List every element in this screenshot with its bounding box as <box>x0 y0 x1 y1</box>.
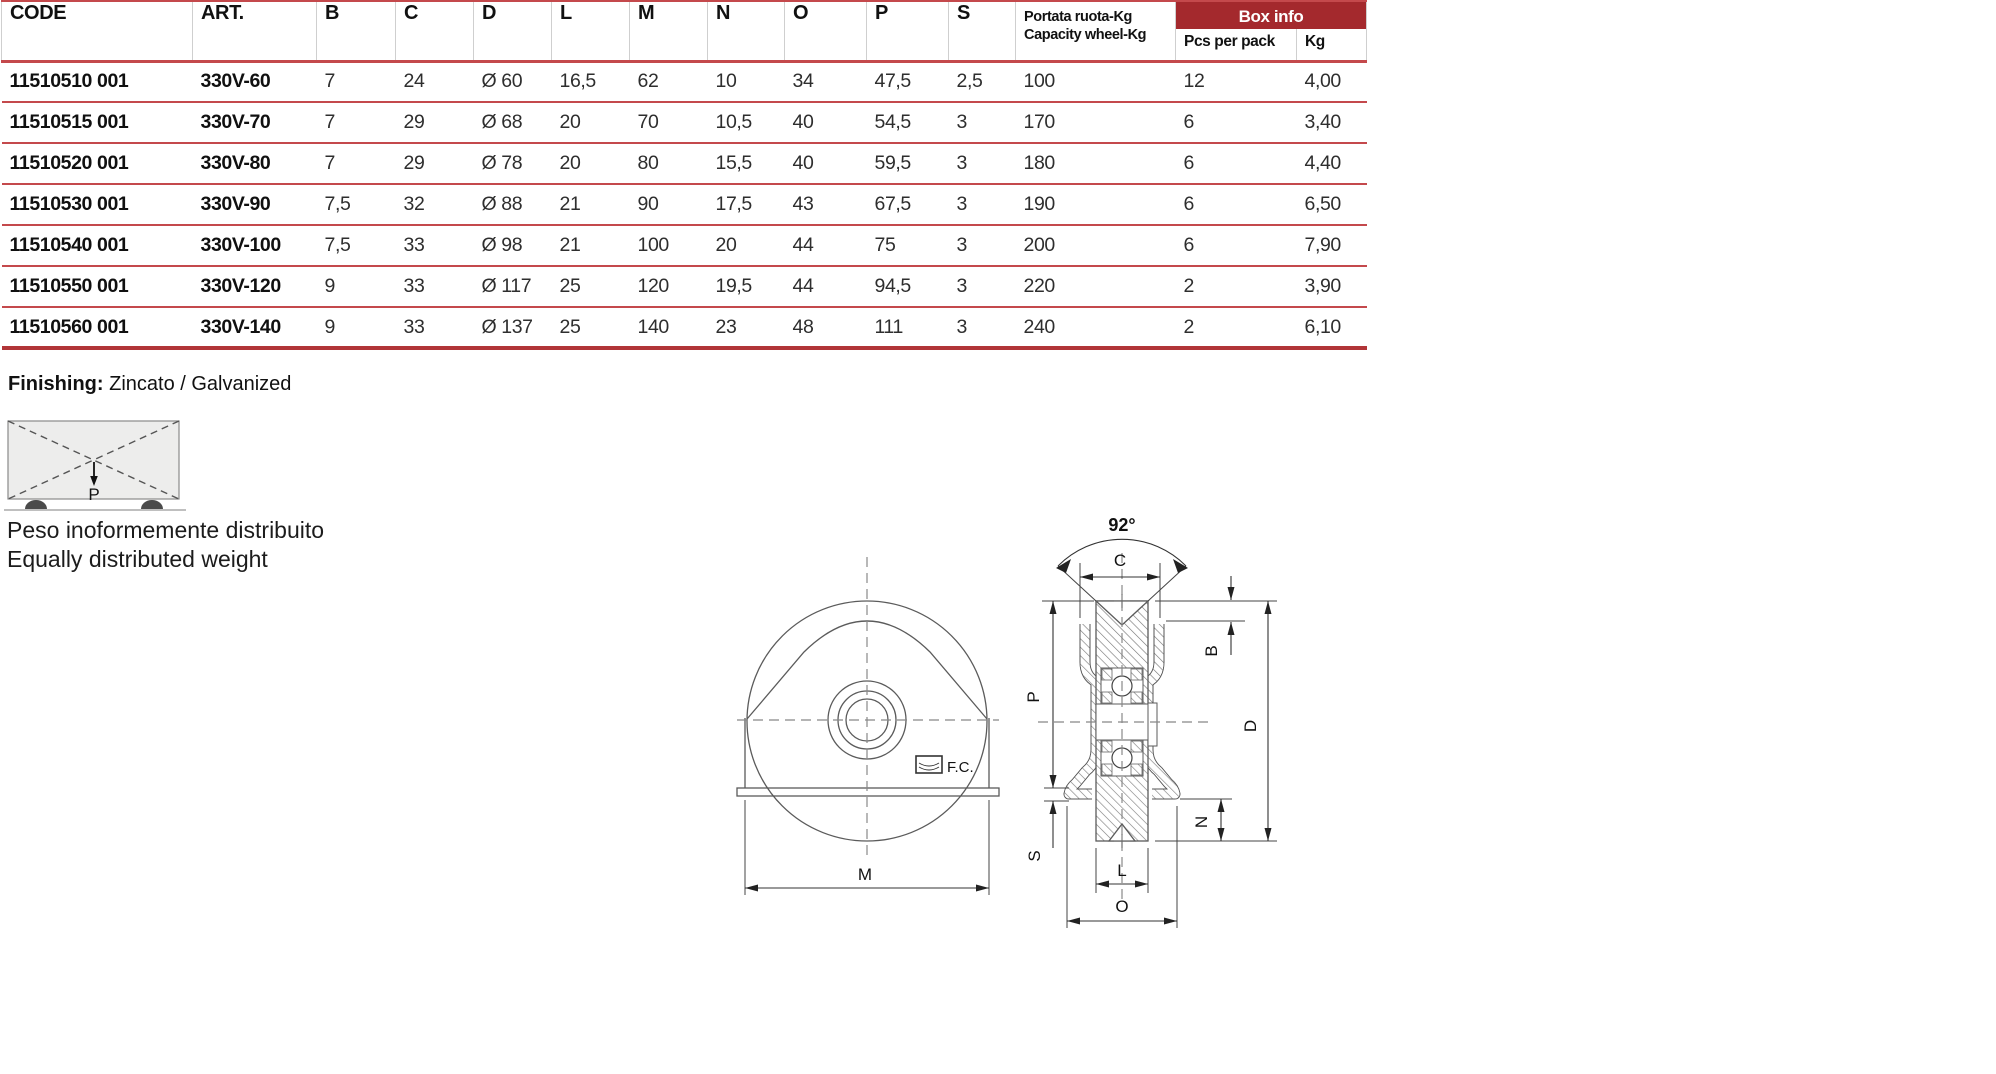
fc-logo <box>916 756 942 773</box>
table-cell: 3 <box>949 307 1016 348</box>
dim-label-d: D <box>1241 719 1260 733</box>
capacity-label-en: Capacity wheel-Kg <box>1024 27 1147 43</box>
table-cell: 44 <box>785 225 867 266</box>
table-cell: 11510540 001 <box>2 225 193 266</box>
table-cell: 6 <box>1176 143 1297 184</box>
wheel-section-body <box>1096 601 1157 841</box>
table-cell: 11510515 001 <box>2 102 193 143</box>
table-cell: 6,50 <box>1297 184 1367 225</box>
table-cell: 2 <box>1176 266 1297 307</box>
table-cell: 3 <box>949 184 1016 225</box>
table-cell: Ø 137 <box>474 307 552 348</box>
finishing-value: Zincato / Galvanized <box>103 373 292 395</box>
col-header-capacity <box>1016 1 1176 61</box>
col-header-code: CODE <box>2 1 193 61</box>
col-header-c: C <box>396 1 474 61</box>
table-cell: 80 <box>630 143 708 184</box>
table-cell: 9 <box>317 307 396 348</box>
table-cell: 7,5 <box>317 225 396 266</box>
table-cell: 220 <box>1016 266 1176 307</box>
finishing-note <box>8 373 291 396</box>
table-cell: 330V-120 <box>193 266 317 307</box>
table-cell: 100 <box>1016 61 1176 102</box>
col-header-p: P <box>867 1 949 61</box>
table-cell: Ø 68 <box>474 102 552 143</box>
col-header-n: N <box>708 1 785 61</box>
table-cell: 140 <box>630 307 708 348</box>
table-body <box>2 61 1367 348</box>
table-cell: 2,5 <box>949 61 1016 102</box>
table-cell: 23 <box>708 307 785 348</box>
angle-label: 92° <box>1108 515 1136 535</box>
table-cell: 24 <box>396 61 474 102</box>
table-cell: 48 <box>785 307 867 348</box>
col-header-m: M <box>630 1 708 61</box>
table-cell: 4,00 <box>1297 61 1367 102</box>
table-cell: 25 <box>552 307 630 348</box>
table-cell: 21 <box>552 225 630 266</box>
table-cell: 40 <box>785 143 867 184</box>
table-cell: 12 <box>1176 61 1297 102</box>
table-cell: 16,5 <box>552 61 630 102</box>
product-spec-table <box>1 0 1367 350</box>
fc-logo-text: F.C. <box>947 759 974 776</box>
table-row <box>2 184 1367 225</box>
table-cell: 90 <box>630 184 708 225</box>
table-row <box>2 266 1367 307</box>
table-cell: 6,10 <box>1297 307 1367 348</box>
col-header-o: O <box>785 1 867 61</box>
dimension-s <box>1025 801 1069 862</box>
table-cell: 3 <box>949 143 1016 184</box>
col-header-pcs-per-pack: Pcs per pack <box>1176 29 1297 61</box>
table-cell: 11510510 001 <box>2 61 193 102</box>
table-cell: 40 <box>785 102 867 143</box>
table-cell: 20 <box>552 143 630 184</box>
col-header-box-kg: Kg <box>1297 29 1367 61</box>
table-cell: 330V-100 <box>193 225 317 266</box>
table-cell: 33 <box>396 307 474 348</box>
dim-label-b: B <box>1202 645 1221 657</box>
table-cell: 21 <box>552 184 630 225</box>
table-cell: 180 <box>1016 143 1176 184</box>
table-cell: 3 <box>949 266 1016 307</box>
table-cell: Ø 117 <box>474 266 552 307</box>
dim-label-m: M <box>857 865 873 884</box>
table-cell: 7,5 <box>317 184 396 225</box>
table-cell: 7 <box>317 143 396 184</box>
table-row <box>2 307 1367 348</box>
load-note-line-en: Equally distributed weight <box>7 546 268 572</box>
table-cell: 67,5 <box>867 184 949 225</box>
table-cell: 11510530 001 <box>2 184 193 225</box>
table-cell: 44 <box>785 266 867 307</box>
table-row <box>2 102 1367 143</box>
col-header-s: S <box>949 1 1016 61</box>
dimension-b <box>1155 576 1277 657</box>
dimension-l <box>1096 848 1148 893</box>
table-cell: 32 <box>396 184 474 225</box>
table-cell: 120 <box>630 266 708 307</box>
table-header-row <box>2 1 1367 29</box>
table-cell: 62 <box>630 61 708 102</box>
table-cell: 17,5 <box>708 184 785 225</box>
table-cell: 94,5 <box>867 266 949 307</box>
table-cell: 200 <box>1016 225 1176 266</box>
table-cell: 10 <box>708 61 785 102</box>
dim-label-c: C <box>1113 551 1127 570</box>
table-cell: 19,5 <box>708 266 785 307</box>
dim-label-l: L <box>1117 861 1127 880</box>
table-cell: 29 <box>396 102 474 143</box>
table-cell: 330V-140 <box>193 307 317 348</box>
table-cell: 15,5 <box>708 143 785 184</box>
table-cell: 75 <box>867 225 949 266</box>
table-cell: 11510560 001 <box>2 307 193 348</box>
table-row <box>2 143 1367 184</box>
technical-drawings <box>690 505 1310 945</box>
table-cell: 54,5 <box>867 102 949 143</box>
table-cell: 29 <box>396 143 474 184</box>
table-cell: 11510520 001 <box>2 143 193 184</box>
table-cell: Ø 60 <box>474 61 552 102</box>
table-cell: Ø 88 <box>474 184 552 225</box>
col-header-d: D <box>474 1 552 61</box>
col-header-b: B <box>317 1 396 61</box>
table-cell: 9 <box>317 266 396 307</box>
finishing-label: Finishing: <box>8 373 104 395</box>
table-cell: 34 <box>785 61 867 102</box>
table-cell: 7 <box>317 102 396 143</box>
table-cell: 20 <box>708 225 785 266</box>
table-cell: 3,40 <box>1297 102 1367 143</box>
table-cell: 6 <box>1176 102 1297 143</box>
table-cell: 7,90 <box>1297 225 1367 266</box>
table-cell: 3 <box>949 102 1016 143</box>
table-cell: 330V-80 <box>193 143 317 184</box>
table-row <box>2 61 1367 102</box>
table-cell: 111 <box>867 307 949 348</box>
table-cell: 33 <box>396 225 474 266</box>
col-header-l: L <box>552 1 630 61</box>
table-cell: 59,5 <box>867 143 949 184</box>
table-cell: 170 <box>1016 102 1176 143</box>
table-cell: 25 <box>552 266 630 307</box>
table-cell: Ø 78 <box>474 143 552 184</box>
table-cell: 330V-60 <box>193 61 317 102</box>
table-cell: 43 <box>785 184 867 225</box>
section-view-drawing <box>1024 515 1277 928</box>
table-cell: 2 <box>1176 307 1297 348</box>
table-row <box>2 225 1367 266</box>
dimension-d <box>1155 601 1277 841</box>
table-cell: 11510550 001 <box>2 266 193 307</box>
table-cell: 100 <box>630 225 708 266</box>
dim-label-p: P <box>1024 691 1043 703</box>
dim-label-o: O <box>1115 897 1129 916</box>
table-cell: 20 <box>552 102 630 143</box>
table-cell: 330V-70 <box>193 102 317 143</box>
table-cell: 3 <box>949 225 1016 266</box>
table-cell: 70 <box>630 102 708 143</box>
support-base-plate <box>737 788 999 796</box>
table-cell: 33 <box>396 266 474 307</box>
table-cell: 190 <box>1016 184 1176 225</box>
load-distribution-diagram <box>0 405 200 520</box>
capacity-label-it: Portata ruota-Kg <box>1024 9 1132 25</box>
table-cell: Ø 98 <box>474 225 552 266</box>
box-info-header: Box info <box>1176 1 1367 29</box>
table-cell: 47,5 <box>867 61 949 102</box>
dim-label-s: S <box>1025 850 1044 862</box>
table-cell: 7 <box>317 61 396 102</box>
col-header-art: ART. <box>193 1 317 61</box>
load-note-text <box>7 516 324 574</box>
table-cell: 240 <box>1016 307 1176 348</box>
table-cell: 4,40 <box>1297 143 1367 184</box>
load-label: P <box>88 485 100 504</box>
table-cell: 6 <box>1176 184 1297 225</box>
side-view-drawing <box>737 557 999 895</box>
table-cell: 330V-90 <box>193 184 317 225</box>
table-cell: 10,5 <box>708 102 785 143</box>
load-note-line-it: Peso inoformemente distribuito <box>7 517 325 543</box>
dim-label-n: N <box>1192 815 1211 829</box>
table-cell: 6 <box>1176 225 1297 266</box>
dimension-n <box>1180 799 1232 841</box>
table-cell: 3,90 <box>1297 266 1367 307</box>
